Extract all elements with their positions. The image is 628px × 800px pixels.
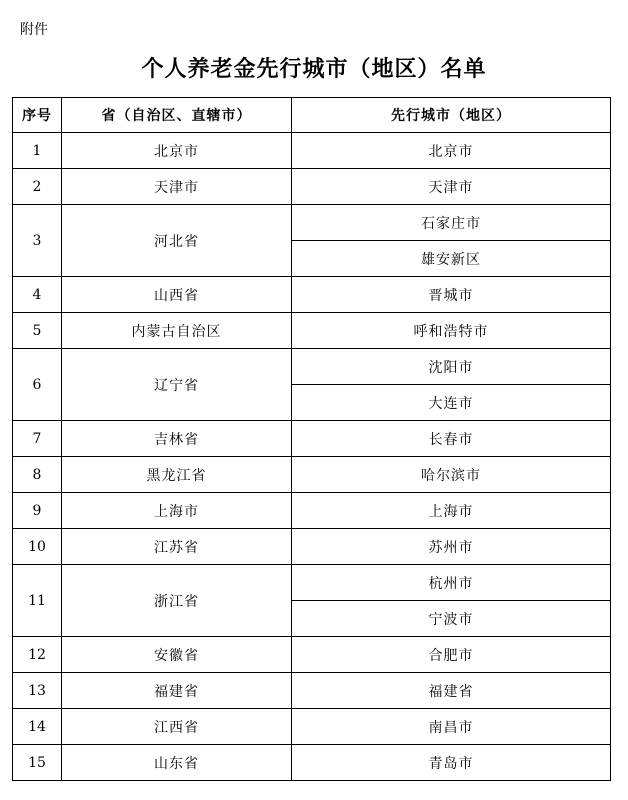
row-province: 内蒙古自治区 (62, 313, 292, 349)
row-province: 江西省 (62, 709, 292, 745)
table-row (13, 565, 611, 601)
row-province: 福建省 (62, 673, 292, 709)
table-row (13, 493, 611, 529)
row-index: 1 (13, 133, 62, 169)
row-city: 上海市 (292, 493, 611, 529)
header-index: 序号 (13, 98, 62, 133)
row-province: 北京市 (62, 133, 292, 169)
row-index: 15 (13, 745, 62, 781)
table-row (13, 457, 611, 493)
pilot-city-table (12, 97, 611, 781)
row-index: 8 (13, 457, 62, 493)
row-city: 沈阳市 (292, 349, 611, 385)
page-title: 个人养老金先行城市（地区）名单 (141, 57, 487, 82)
row-index: 12 (13, 637, 62, 673)
header-province: 省（自治区、直辖市） (62, 98, 292, 133)
table-row (13, 133, 611, 169)
row-province: 黑龙江省 (62, 457, 292, 493)
table-row (13, 673, 611, 709)
row-city: 晋城市 (292, 277, 611, 313)
row-province: 安徽省 (62, 637, 292, 673)
row-index: 7 (13, 421, 62, 457)
table-row (13, 529, 611, 565)
row-city: 长春市 (292, 421, 611, 457)
row-province: 吉林省 (62, 421, 292, 457)
table-row (13, 745, 611, 781)
row-city: 呼和浩特市 (292, 313, 611, 349)
row-city: 大连市 (292, 385, 611, 421)
row-city: 福建省 (292, 673, 611, 709)
table-row (13, 637, 611, 673)
row-city: 雄安新区 (292, 241, 611, 277)
row-index: 5 (13, 313, 62, 349)
row-city: 宁波市 (292, 601, 611, 637)
row-city: 哈尔滨市 (292, 457, 611, 493)
row-index: 2 (13, 169, 62, 205)
table-row (13, 277, 611, 313)
table-row (13, 349, 611, 385)
row-province: 江苏省 (62, 529, 292, 565)
row-index: 11 (13, 565, 62, 637)
row-index: 10 (13, 529, 62, 565)
table-row (13, 313, 611, 349)
row-index: 6 (13, 349, 62, 421)
row-city: 合肥市 (292, 637, 611, 673)
row-index: 4 (13, 277, 62, 313)
row-province: 辽宁省 (62, 349, 292, 421)
table-row (13, 169, 611, 205)
row-city: 苏州市 (292, 529, 611, 565)
attachment-label: 附件 (20, 22, 48, 38)
row-index: 14 (13, 709, 62, 745)
table-row (13, 421, 611, 457)
row-index: 13 (13, 673, 62, 709)
row-province: 上海市 (62, 493, 292, 529)
row-province: 天津市 (62, 169, 292, 205)
table-row (13, 709, 611, 745)
header-city: 先行城市（地区） (292, 98, 611, 133)
row-index: 3 (13, 205, 62, 277)
row-province: 河北省 (62, 205, 292, 277)
row-city: 北京市 (292, 133, 611, 169)
row-city: 天津市 (292, 169, 611, 205)
row-province: 山西省 (62, 277, 292, 313)
row-index: 9 (13, 493, 62, 529)
table-header-row (13, 98, 611, 133)
row-province: 浙江省 (62, 565, 292, 637)
row-province: 山东省 (62, 745, 292, 781)
row-city: 南昌市 (292, 709, 611, 745)
row-city: 石家庄市 (292, 205, 611, 241)
row-city: 青岛市 (292, 745, 611, 781)
row-city: 杭州市 (292, 565, 611, 601)
table-row (13, 205, 611, 241)
